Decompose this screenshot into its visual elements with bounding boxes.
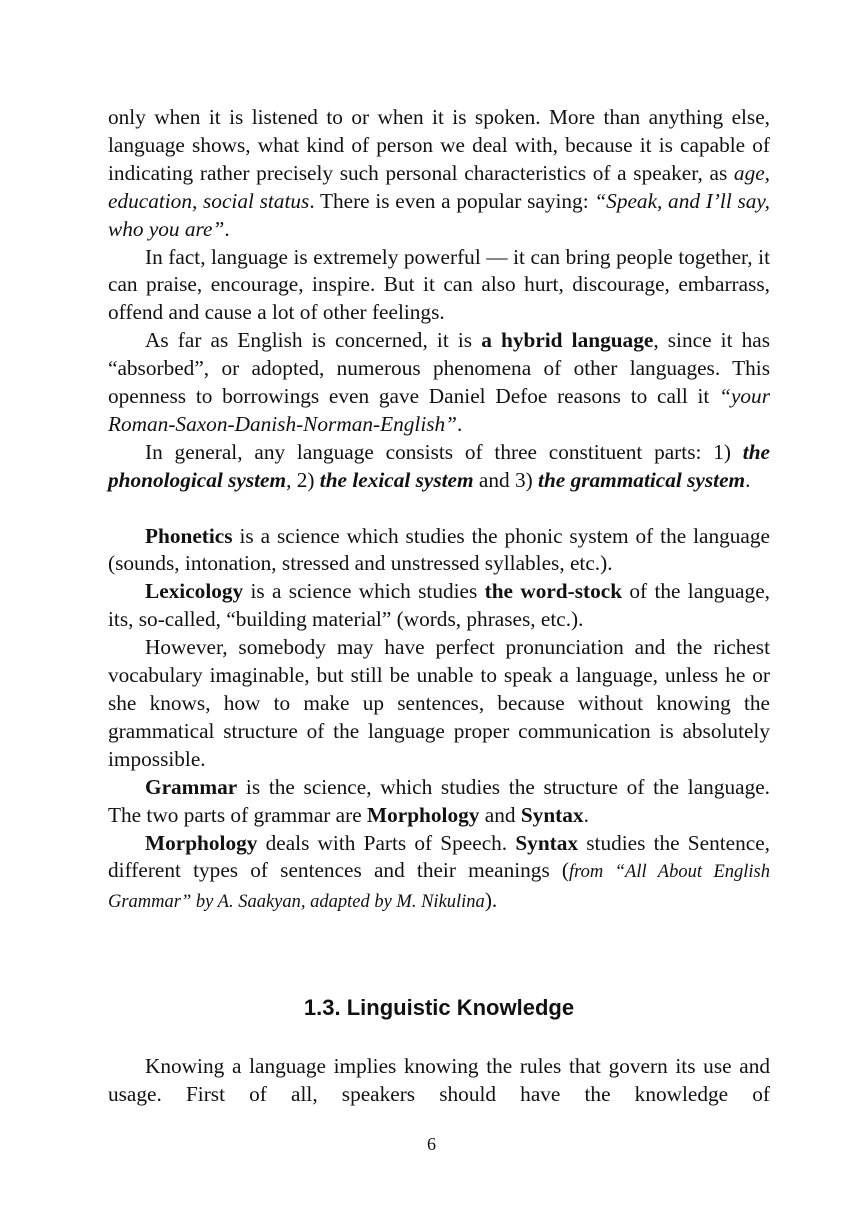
- term-phonological-system: the phonological system: [108, 439, 770, 492]
- paragraph-5: Phonetics is a science which studies the phonic system of the language (sounds, intonation, stressed and unstressed syllables, etc.).: [108, 523, 770, 576]
- paragraph-gap: [108, 495, 770, 523]
- paragraph-2: In fact, language is extremely powerful — it can bring people together, it can praise, encourage, inspire. But it can also hurt, discourage, embarrass, offend and cause a lot of other feelings.: [108, 244, 770, 325]
- paragraph-6: Lexicology is a science which studies the word-stock of the language, its, so-called, “building material” (words, phrases, etc.).: [108, 579, 770, 632]
- page-body: [108, 104, 770, 917]
- term-phonetics: Phonetics: [145, 523, 233, 548]
- paragraph-7: However, somebody may have perfect pronunciation and the richest vocabulary imaginable, but still be unable to speak a language, unless he or she knows, how to make up sentences, because without knowing the grammatical structure of the language proper communication is absolutely impossible.: [108, 635, 770, 771]
- paragraph-1: only when it is listened to or when it is spoken. More than anything else, language shows, what kind of person we deal with, because it is capable of indicating rather precisely such personal characteristics of a speaker, as age, education, social status. There is even a popular saying: “Speak, and I’ll say, who you are”.: [108, 105, 770, 241]
- emphasis-traits: age, education, social status: [108, 160, 770, 213]
- emphasis-saying: “Speak, and I’ll say, who you are”: [108, 188, 770, 241]
- emphasis-defoe-quote: “your Roman-Saxon-Danish-Norman-English”: [108, 384, 770, 436]
- term-hybrid-language: a hybrid language: [481, 328, 654, 353]
- term-lexical-system: the lexical system: [319, 467, 474, 492]
- term-syntax: Syntax: [520, 802, 584, 827]
- term-syntax-2: Syntax: [515, 830, 579, 855]
- paragraph-4: In general, any language consists of three constituent parts: 1) the phonological system, 2) the lexical system and 3) the grammatical system.: [108, 439, 770, 492]
- section-heading: 1.3. Linguistic Knowledge: [303, 995, 575, 1020]
- term-morphology: Morphology: [367, 802, 480, 827]
- section-paragraph-1: Knowing a language implies knowing the rules that govern its use and usage. First of all, speakers should have the knowledge of: [108, 1054, 770, 1106]
- term-lexicology: Lexicology: [145, 579, 244, 604]
- term-morphology-2: Morphology: [145, 830, 258, 855]
- paragraph-3: As far as English is concerned, it is a hybrid language, since it has “absorbed”, or adopted, numerous phenomena of other languages. This openness to borrowings even gave Daniel Defoe reasons to call it “your Roman-Saxon-Danish-Norman-English”.: [108, 328, 770, 436]
- term-grammar: Grammar: [145, 774, 238, 799]
- term-word-stock: the word-stock: [484, 579, 623, 604]
- paragraph-9: Morphology deals with Parts of Speech. Syntax studies the Sentence, different types of sentences and their meanings (from “All About English Grammar” by A. Saakyan, adapted by M. Nikulina).: [108, 830, 770, 913]
- page-number: 6: [427, 1134, 436, 1154]
- source-citation: from “All About English Grammar” by A. Saakyan, adapted by M. Nikulina: [108, 862, 770, 913]
- section-body: [108, 1053, 770, 1109]
- paragraph-8: Grammar is the science, which studies the structure of the language. The two parts of grammar are Morphology and Syntax.: [108, 774, 770, 827]
- term-grammatical-system: the grammatical system: [538, 467, 746, 492]
